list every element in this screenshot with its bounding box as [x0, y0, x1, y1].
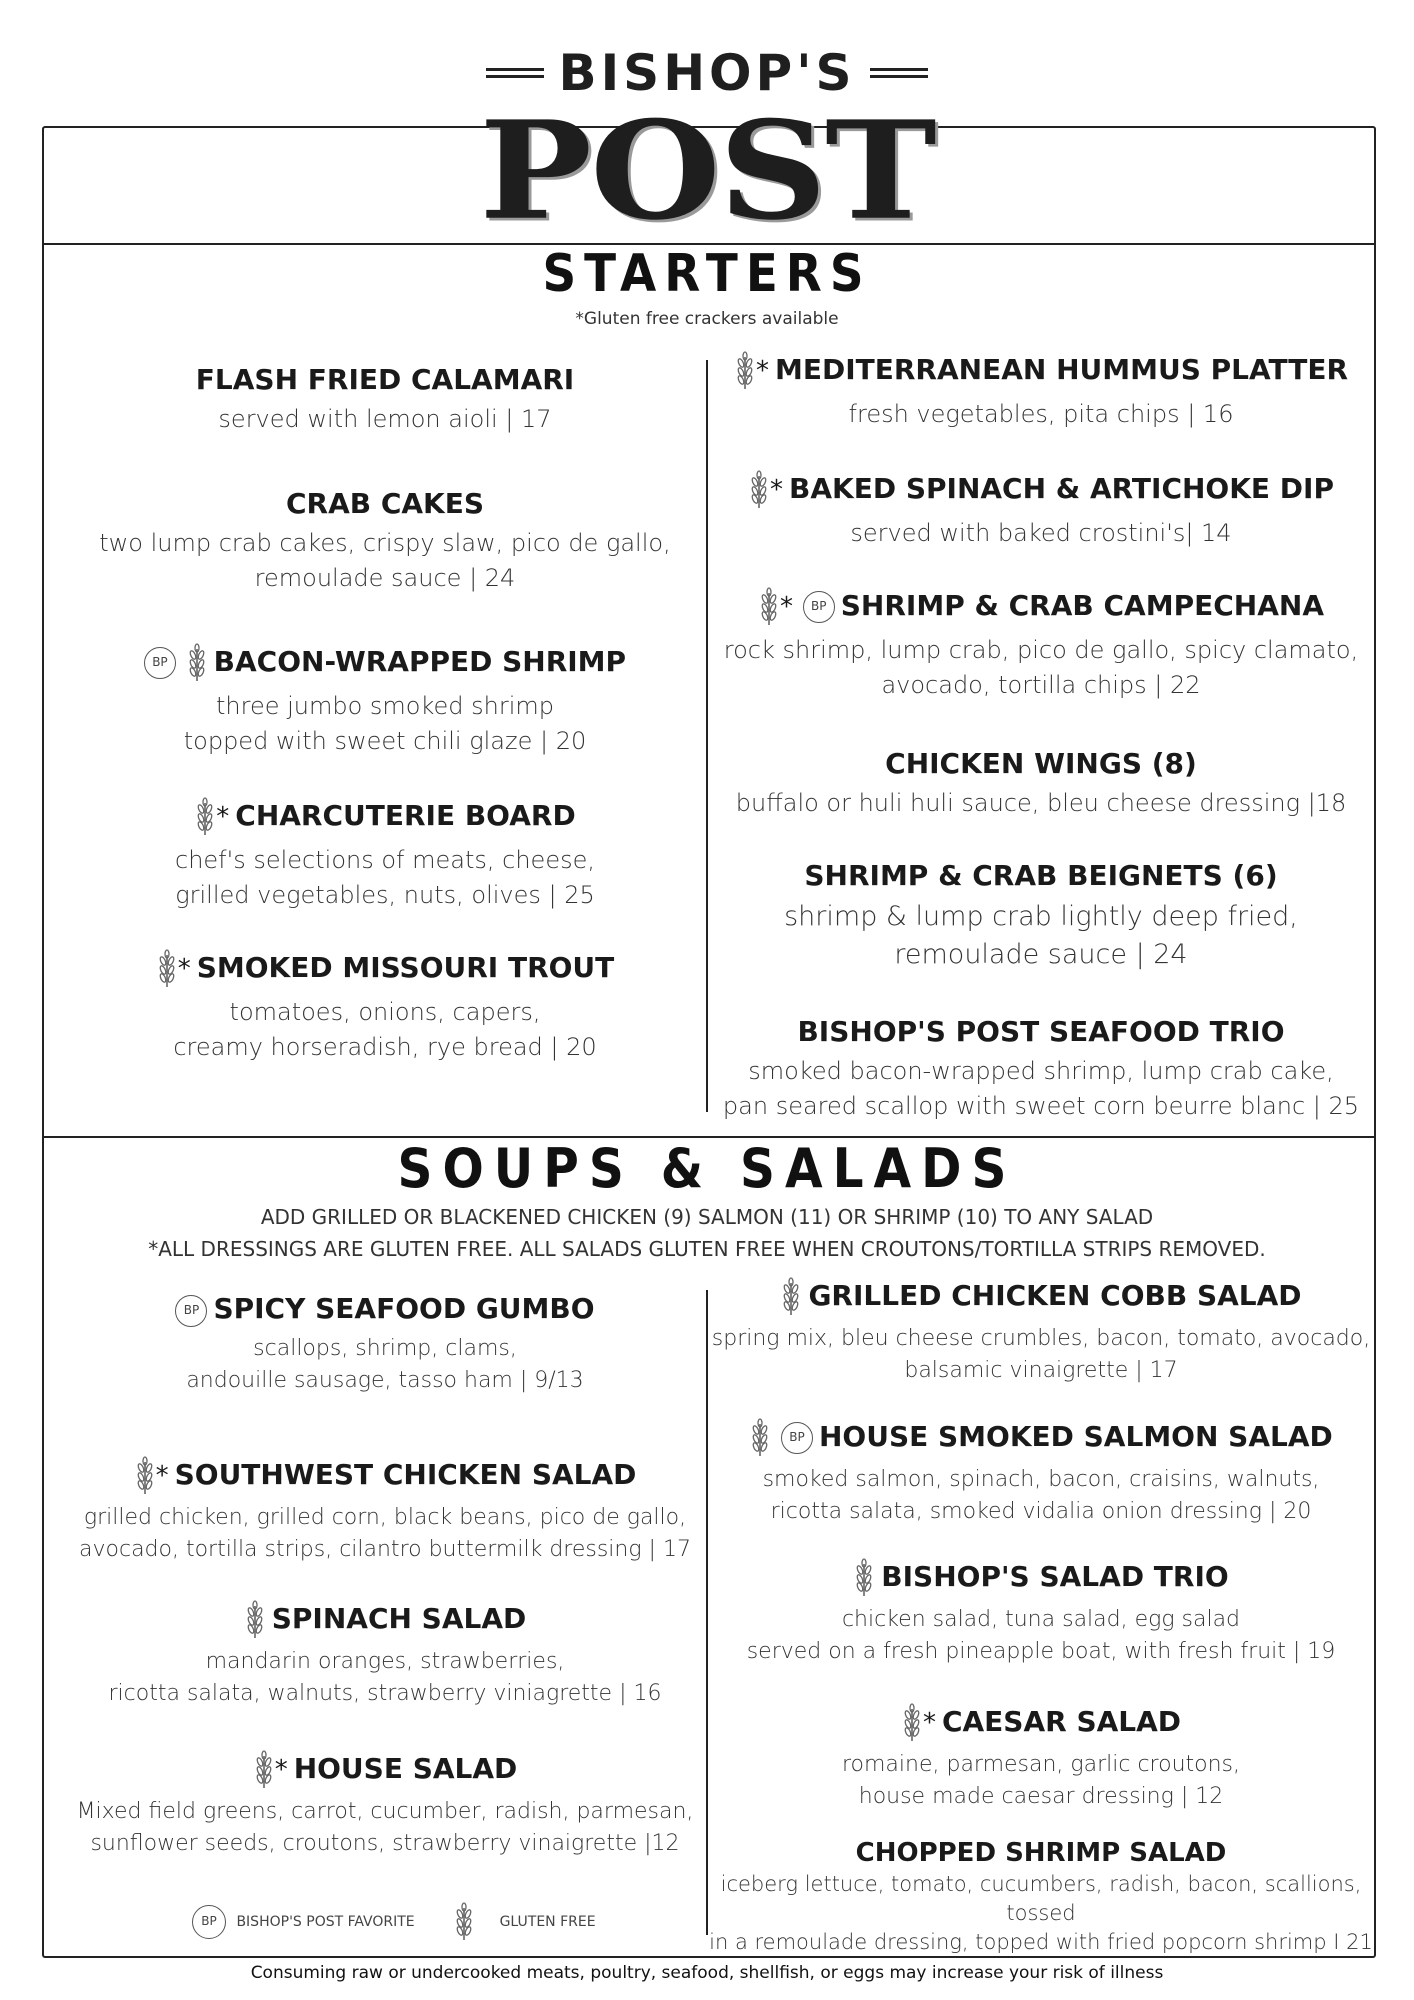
item-icons [853, 1558, 875, 1598]
item-icons [253, 1750, 288, 1790]
item-desc [60, 843, 710, 913]
bp-favorite-icon: BP [144, 647, 176, 679]
item-desc [60, 689, 710, 759]
starters-title: STARTERS [542, 244, 872, 304]
desc-line: smoked bacon-wrapped shrimp, lump crab cake, [748, 1057, 1334, 1085]
item-name-text: BISHOP'S SALAD TRIO [881, 1560, 1229, 1593]
item-name: CHICKEN WINGS (8) [885, 747, 1197, 780]
desc-line: served on a fresh pineapple boat, with fresh fruit | 19 [746, 1639, 1336, 1664]
desc-line: iceberg lettuce, tomato, cucumbers, radish, bacon, scallions, tossed [720, 1872, 1362, 1925]
soups-note-gluten-free: *ALL DRESSINGS ARE GLUTEN FREE. ALL SALADS GLUTEN FREE WHEN CROUTONS/TORTILLA STRIPS REMOVED. [148, 1237, 1266, 1261]
menu-item [706, 587, 1376, 703]
desc-line: remoulade sauce | 24 [894, 939, 1188, 970]
menu-item [60, 1750, 710, 1860]
item-name-text: SMOKED MISSOURI TROUT [196, 951, 615, 984]
desc-line: balsamic vinaigrette | 17 [904, 1358, 1178, 1383]
gluten-free-wheat-icon [748, 470, 770, 510]
item-name [706, 1703, 1376, 1743]
footer-disclaimer: Consuming raw or undercooked meats, poultry, seafood, shellfish, or eggs may increase your risk of illness [250, 1963, 1164, 1983]
desc-line: fresh vegetables, pita chips | 16 [848, 400, 1234, 428]
soups-note-add-protein: ADD GRILLED OR BLACKENED CHICKEN (9) SALMON (11) OR SHRIMP (10) TO ANY SALAD [260, 1205, 1154, 1229]
item-desc [706, 1749, 1376, 1813]
item-name-text: SPINACH SALAD [271, 1602, 527, 1635]
desc-line: spring mix, bleu cheese crumbles, bacon, tomato, avocado, [711, 1326, 1371, 1351]
desc-line: andouille sausage, tasso ham | 9/13 [186, 1368, 584, 1393]
desc-line: rock shrimp, lump crab, pico de gallo, spicy clamato, [723, 636, 1359, 664]
gluten-free-wheat-icon [734, 351, 756, 391]
item-name [60, 1600, 710, 1640]
desc-line: chef's selections of meats, cheese, [175, 846, 595, 874]
menu-item [706, 747, 1376, 821]
menu-item [706, 1277, 1376, 1387]
item-desc [60, 1646, 710, 1710]
item-icons [144, 643, 208, 683]
gluten-free-cracker-star: * [755, 356, 769, 386]
desc-line: served with baked crostini's| 14 [850, 519, 1232, 547]
desc-line: Mixed field greens, carrot, cucumber, radish, parmesan, [76, 1799, 694, 1824]
gluten-free-wheat-icon [253, 1750, 275, 1790]
dressing-note-star: * [155, 1461, 169, 1491]
menu-item [60, 363, 710, 437]
item-desc [60, 1333, 710, 1397]
desc-line: smoked salmon, spinach, bacon, craisins, walnuts, [762, 1467, 1320, 1492]
dressing-note-star: * [274, 1755, 288, 1785]
desc-line: shrimp & lump crab lightly deep fried, [784, 901, 1298, 932]
gluten-free-wheat-icon [453, 1902, 475, 1942]
item-name-text: CHARCUTERIE BOARD [235, 799, 576, 832]
brand-name-top: BISHOP'S [558, 44, 856, 102]
item-desc [706, 633, 1376, 703]
item-name [60, 1456, 710, 1496]
item-name [706, 1277, 1376, 1317]
item-desc [60, 1796, 710, 1860]
soups-salads-title: SOUPS & SALADS [397, 1137, 1017, 1200]
desc-line: tomatoes, onions, capers, [229, 998, 541, 1026]
menu-item [706, 859, 1376, 974]
item-desc [706, 786, 1376, 821]
menu-item [706, 1015, 1376, 1124]
desc-line: served with lemon aioli | 17 [218, 405, 552, 433]
desc-line: romaine, parmesan, garlic croutons, [841, 1752, 1241, 1777]
item-icons [734, 351, 769, 391]
bp-favorite-icon: BP [175, 1295, 207, 1327]
bp-favorite-icon: BP [803, 591, 835, 623]
gluten-free-wheat-icon [194, 797, 216, 837]
gluten-free-cracker-star: * [780, 592, 793, 622]
gluten-free-wheat-icon [134, 1456, 156, 1496]
desc-line: buffalo or huli huli sauce, bleu cheese dressing |18 [735, 789, 1347, 817]
gluten-free-cracker-star: * [216, 802, 230, 832]
item-name [706, 1418, 1376, 1458]
menu-item [706, 470, 1376, 551]
menu-item [60, 797, 710, 913]
starters-note: *Gluten free crackers available [575, 309, 839, 329]
gluten-free-wheat-icon [749, 1418, 771, 1458]
menu-item [60, 949, 710, 1065]
menu-item [706, 1838, 1376, 1957]
item-desc [706, 397, 1376, 432]
dressing-note-star: * [922, 1708, 936, 1738]
desc-line: remoulade sauce | 24 [254, 564, 516, 592]
gluten-free-wheat-icon [244, 1600, 266, 1640]
legend-gluten-free-label: GLUTEN FREE [499, 1914, 596, 1930]
gluten-free-wheat-icon [156, 949, 178, 989]
desc-line: ricotta salata, smoked vidalia onion dressing | 20 [770, 1499, 1312, 1524]
desc-line: three jumbo smoked shrimp [215, 692, 555, 720]
menu-item [60, 487, 710, 596]
desc-line: in a remoulade dressing, topped with fried popcorn shrimp I 21 [709, 1930, 1373, 1954]
item-name-text: SOUTHWEST CHICKEN SALAD [174, 1458, 637, 1491]
item-name: BISHOP'S POST SEAFOOD TRIO [797, 1015, 1285, 1048]
item-desc [706, 516, 1376, 551]
desc-line: grilled vegetables, nuts, olives | 25 [175, 881, 595, 909]
item-name-text: SPICY SEAFOOD GUMBO [213, 1292, 595, 1325]
item-name [60, 1750, 710, 1790]
item-desc [706, 1604, 1376, 1668]
item-icons [748, 470, 783, 510]
menu-item [60, 1456, 710, 1566]
item-name [60, 643, 710, 683]
item-name [706, 351, 1376, 391]
item-name [706, 587, 1376, 627]
gluten-free-wheat-icon [186, 643, 208, 683]
desc-line: pan seared scallop with sweet corn beurre blanc | 25 [722, 1092, 1360, 1120]
item-icons [244, 1600, 266, 1640]
item-desc [706, 898, 1376, 974]
legend [192, 1902, 596, 1942]
item-desc [706, 1464, 1376, 1528]
item-desc [60, 995, 710, 1065]
item-name-text: CAESAR SALAD [941, 1705, 1182, 1738]
item-name: CHOPPED SHRIMP SALAD [855, 1838, 1227, 1868]
gluten-free-cracker-star: * [770, 475, 784, 505]
desc-line: two lump crab cakes, crispy slaw, pico de gallo, [99, 529, 671, 557]
item-desc [60, 402, 710, 437]
item-name [60, 949, 710, 989]
item-name [60, 797, 710, 837]
menu-item [60, 1600, 710, 1710]
item-name-text: HOUSE SALAD [293, 1752, 518, 1785]
desc-line: sunflower seeds, croutons, strawberry vinaigrette |12 [90, 1831, 680, 1856]
desc-line: ricotta salata, walnuts, strawberry viniagrette | 16 [108, 1681, 662, 1706]
menu-item [706, 1703, 1376, 1813]
legend-favorite-label: BISHOP'S POST FAVORITE [236, 1914, 415, 1930]
item-name: SHRIMP & CRAB BEIGNETS (6) [804, 859, 1278, 892]
desc-line: avocado, tortilla chips | 22 [881, 671, 1201, 699]
gluten-free-cracker-star: * [177, 954, 191, 984]
item-icons [901, 1703, 936, 1743]
desc-line: avocado, tortilla strips, cilantro buttermilk dressing | 17 [79, 1537, 691, 1562]
item-icons [194, 797, 229, 837]
gluten-free-wheat-icon [901, 1703, 923, 1743]
item-desc [60, 1502, 710, 1566]
brand-name-post: POST [479, 91, 935, 251]
item-desc [706, 1323, 1376, 1387]
item-name-text: GRILLED CHICKEN COBB SALAD [808, 1279, 1302, 1312]
item-name-text: MEDITERRANEAN HUMMUS PLATTER [774, 353, 1348, 386]
bp-favorite-icon: BP [192, 1905, 226, 1939]
brand-rule-left [486, 68, 544, 78]
item-icons [156, 949, 191, 989]
gluten-free-wheat-icon [780, 1277, 802, 1317]
item-desc [706, 1870, 1376, 1957]
menu-item [60, 643, 710, 759]
desc-line: mandarin oranges, strawberries, [205, 1649, 565, 1674]
gluten-free-wheat-icon [758, 587, 780, 627]
item-icons [758, 587, 835, 627]
desc-line: scallops, shrimp, clams, [253, 1336, 517, 1361]
item-name-text: BACON-WRAPPED SHRIMP [213, 645, 627, 678]
item-name: FLASH FRIED CALAMARI [195, 363, 575, 396]
desc-line: grilled chicken, grilled corn, black beans, pico de gallo, [83, 1505, 687, 1530]
item-name-text: HOUSE SMOKED SALMON SALAD [818, 1420, 1333, 1453]
desc-line: topped with sweet chili glaze | 20 [183, 727, 587, 755]
bp-favorite-icon: BP [781, 1422, 813, 1454]
item-name [706, 1558, 1376, 1598]
item-desc [706, 1054, 1376, 1124]
item-icons [175, 1293, 207, 1327]
desc-line: creamy horseradish, rye bread | 20 [173, 1033, 597, 1061]
item-name [60, 1292, 710, 1327]
item-icons [134, 1456, 169, 1496]
item-name-text: SHRIMP & CRAB CAMPECHANA [840, 589, 1324, 622]
menu-item [706, 1558, 1376, 1668]
desc-line: house made caesar dressing | 12 [858, 1784, 1224, 1809]
item-name: CRAB CAKES [285, 487, 485, 520]
desc-line: chicken salad, tuna salad, egg salad [841, 1607, 1241, 1632]
menu-item [706, 351, 1376, 432]
gluten-free-wheat-icon [853, 1558, 875, 1598]
item-name [706, 470, 1376, 510]
item-name-text: BAKED SPINACH & ARTICHOKE DIP [789, 472, 1334, 505]
item-desc [60, 526, 710, 596]
item-icons [749, 1418, 813, 1458]
brand-rule-right [870, 68, 928, 78]
menu-item [60, 1292, 710, 1397]
menu-item [706, 1418, 1376, 1528]
item-icons [780, 1277, 802, 1317]
